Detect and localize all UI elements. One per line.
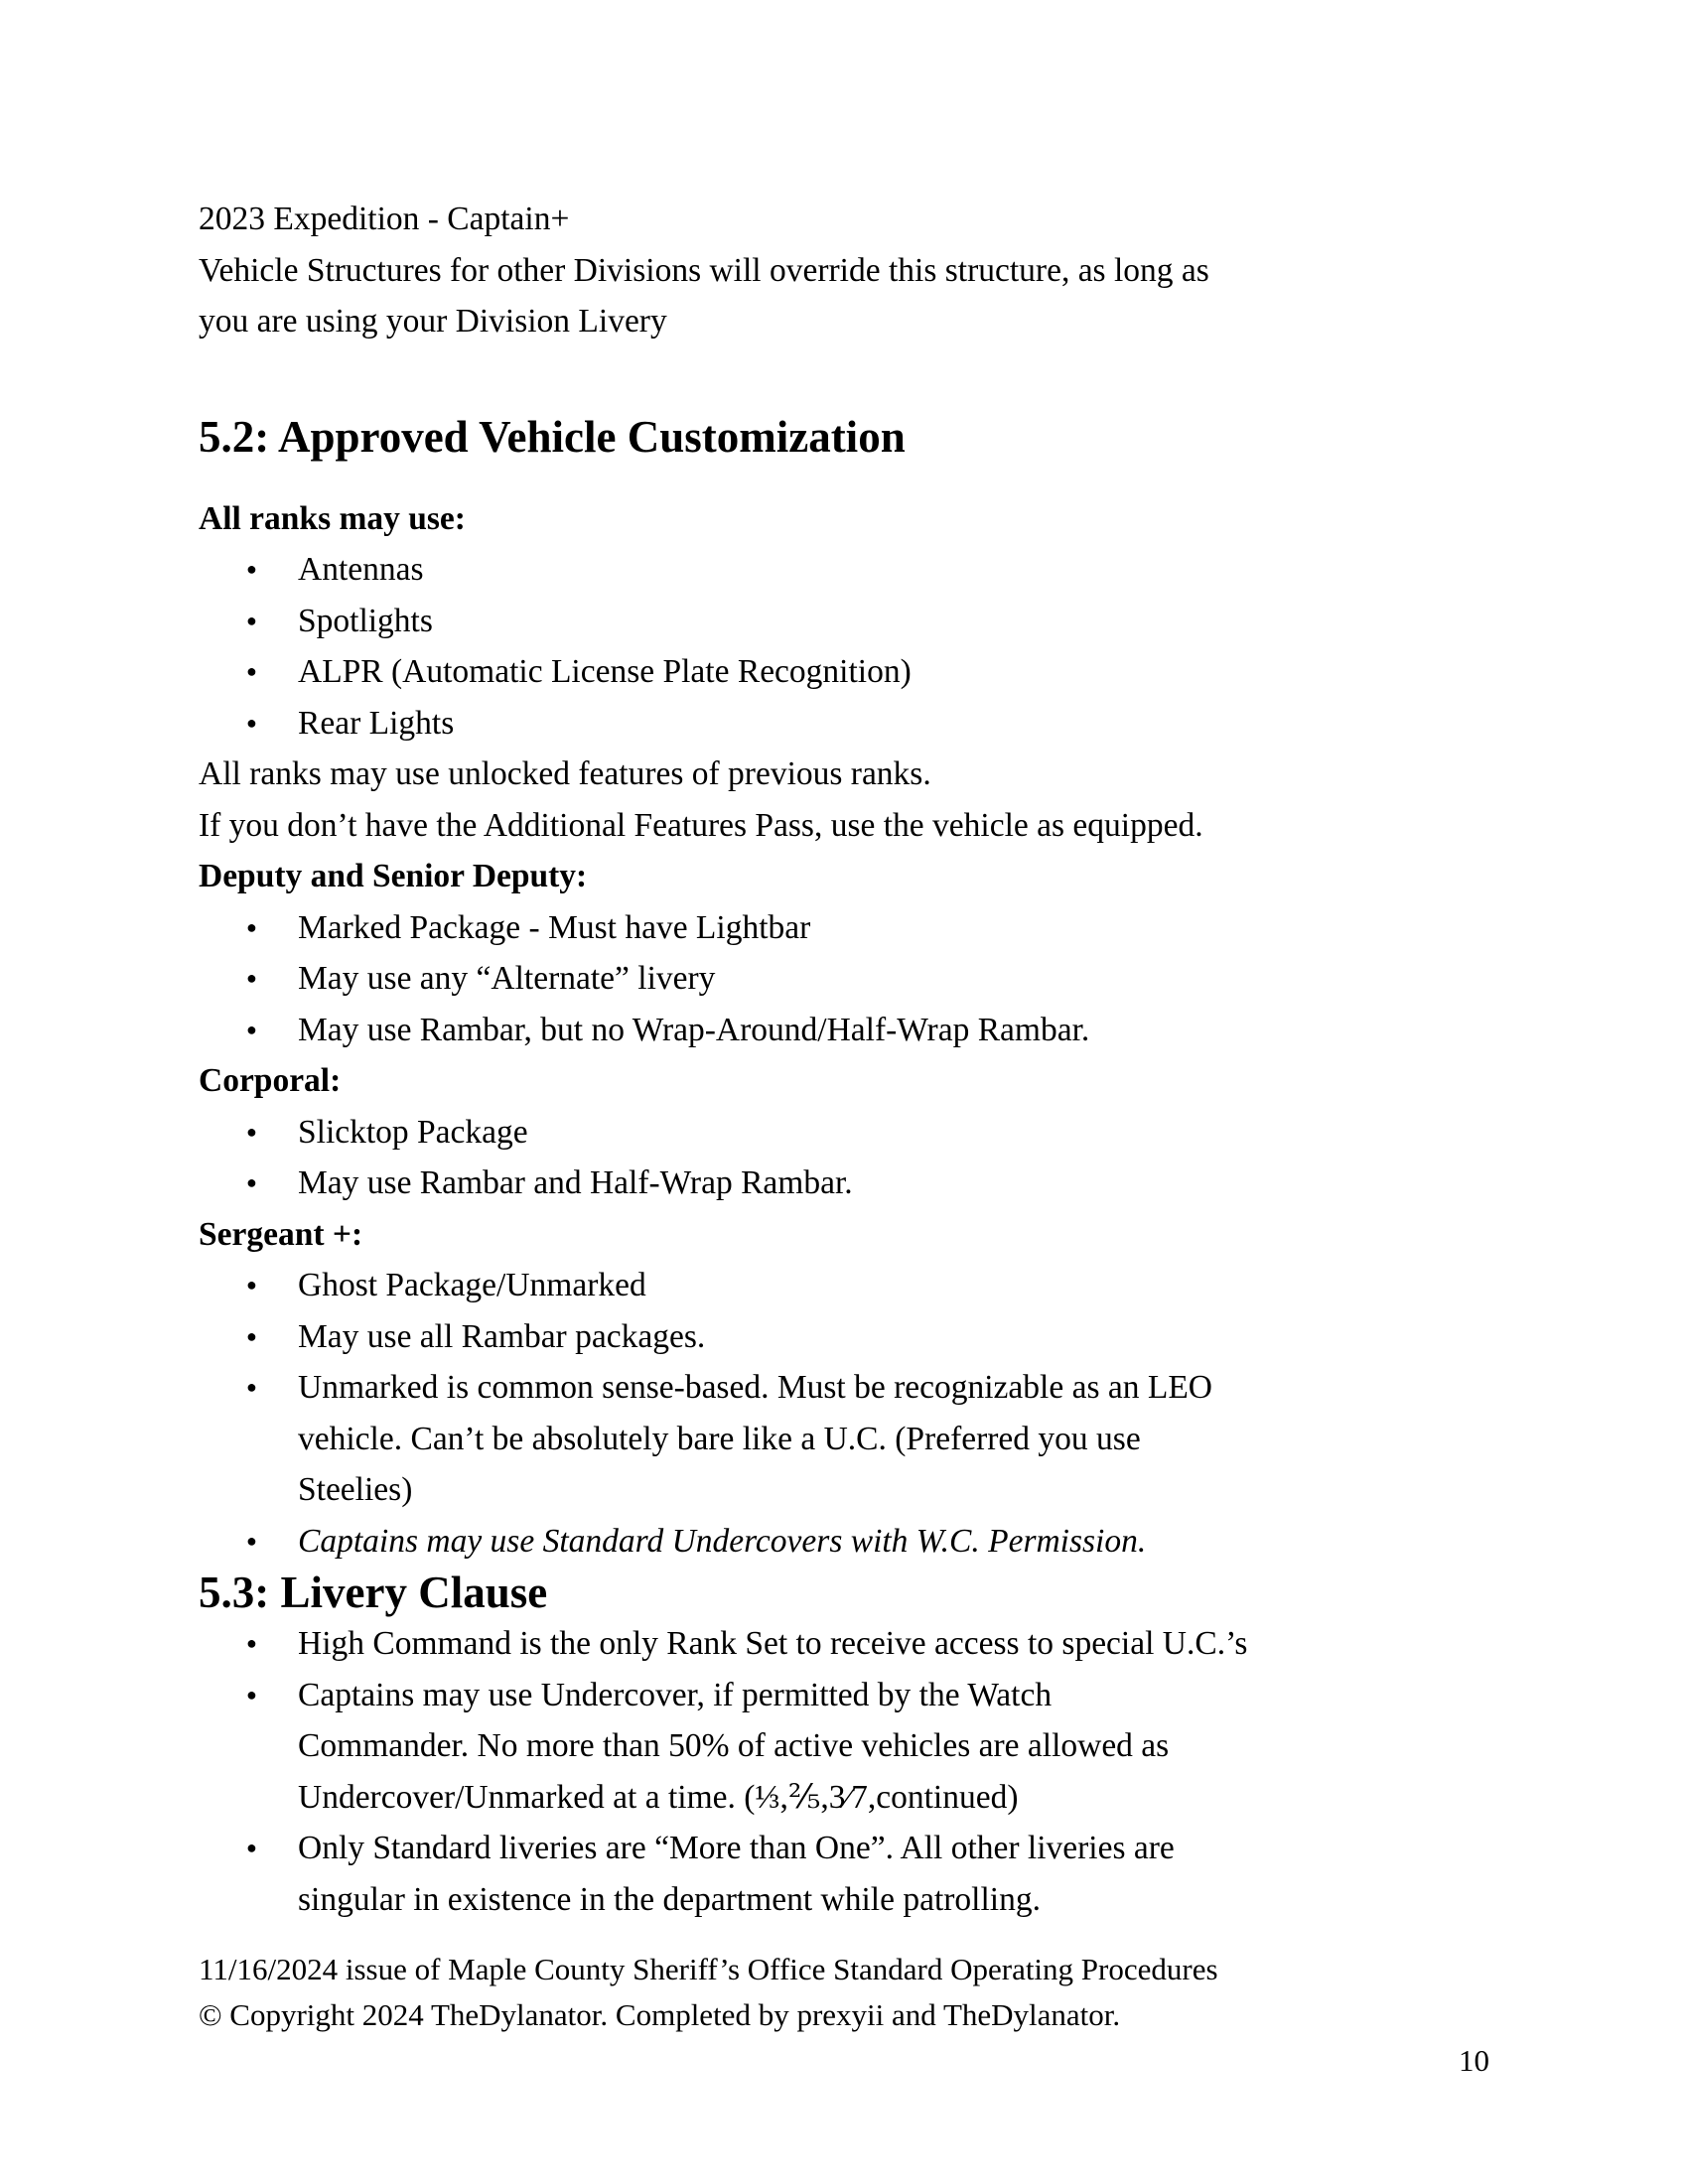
footer-line-copyright: © Copyright 2024 TheDylanator. Completed by prexyii and TheDylanator.	[199, 1997, 1121, 2032]
list-item	[246, 1618, 1489, 1670]
page-number: 10	[1459, 2043, 1489, 2078]
list-item	[246, 1005, 1489, 1056]
all-ranks-list	[199, 544, 1489, 749]
deputy-label: Deputy and Senior Deputy:	[199, 858, 588, 894]
list-item	[246, 953, 1489, 1005]
footer-line-issue: 11/16/2024 issue of Maple County Sheriff’s Office Standard Operating Procedures	[199, 1952, 1218, 1986]
corporal-label: Corporal:	[199, 1062, 342, 1099]
bullet-icon: ●	[246, 1838, 257, 1857]
list-item-text: Ghost Package/Unmarked	[298, 1267, 646, 1303]
list-item-text: May use any “Alternate” livery	[298, 960, 716, 997]
sergeant-label: Sergeant +:	[199, 1215, 363, 1253]
all-ranks-label: All ranks may use:	[199, 499, 466, 537]
bullet-icon: ●	[246, 1684, 257, 1705]
list-item-text: May use all Rambar packages.	[298, 1317, 706, 1355]
list-item	[246, 1670, 1489, 1824]
bullet-icon: ●	[246, 712, 257, 733]
intro-paragraph	[199, 194, 1489, 347]
bullet-icon: ●	[246, 1377, 257, 1397]
bullet-icon: ●	[246, 1325, 257, 1346]
list-item-text: May use Rambar and Half-Wrap Rambar.	[298, 1164, 853, 1201]
list-item	[246, 698, 1489, 750]
list-item	[246, 596, 1489, 647]
text-line: 2023 Expedition - Captain+	[199, 201, 570, 237]
list-item	[246, 544, 1489, 596]
list-item-text: Marked Package - Must have Lightbar	[298, 908, 811, 946]
bullet-icon: ●	[246, 1530, 257, 1551]
list-item	[246, 646, 1489, 698]
bullet-icon: ●	[246, 661, 257, 681]
sergeant-list	[199, 1260, 1489, 1567]
list-item	[246, 902, 1489, 954]
list-item	[246, 1362, 1489, 1516]
list-item-text: May use Rambar, but no Wrap-Around/Half-Wrap Rambar.	[298, 1011, 1090, 1048]
list-item	[246, 1158, 1489, 1209]
list-item-text: Rear Lights	[298, 704, 455, 742]
list-item-text: High Command is the only Rank Set to receive access to special U.C.’s	[298, 1625, 1248, 1662]
list-item-text: Slicktop Package	[298, 1113, 528, 1151]
text-line: you are using your Division Livery	[199, 303, 667, 340]
list-item	[246, 1823, 1489, 1925]
list-item-text: Unmarked is common sense-based. Must be recognizable as an LEO vehicle. Can’t be absolutely bare like a U.C. (Preferred you use Steelies)	[298, 1369, 1212, 1508]
deputy-list	[199, 902, 1489, 1056]
bullet-icon: ●	[246, 559, 257, 579]
livery-clause-list	[199, 1618, 1489, 1925]
bullet-icon: ●	[246, 1275, 257, 1295]
bullet-icon: ●	[246, 1172, 257, 1192]
list-item-text: Only Standard liveries are “More than One”. All other liveries are singular in existence in the department while patrolling.	[298, 1830, 1175, 1918]
list-item-text: Spotlights	[298, 602, 433, 639]
list-item-text: ALPR (Automatic License Plate Recognition)	[298, 653, 912, 690]
corporal-list	[199, 1107, 1489, 1209]
bullet-icon: ●	[246, 610, 257, 630]
list-item	[246, 1107, 1489, 1159]
page-footer	[199, 1947, 1489, 2084]
list-item-text: Antennas	[298, 551, 424, 588]
note-line: If you don’t have the Additional Features Pass, use the vehicle as equipped.	[199, 806, 1203, 844]
list-item-italic	[246, 1516, 1489, 1568]
list-item-text: Captains may use Undercover, if permitted by the Watch Commander. No more than 50% of active vehicles are allowed as Undercover/Unmarked at a time. (⅓,⅖,3⁄7,continued)	[298, 1676, 1170, 1816]
list-item	[246, 1311, 1489, 1363]
list-item	[246, 1260, 1489, 1311]
bullet-icon: ●	[246, 1121, 257, 1142]
list-item-text: Captains may use Standard Undercovers with W.C. Permission.	[298, 1522, 1147, 1560]
bullet-icon: ●	[246, 916, 257, 937]
bullet-icon: ●	[246, 1633, 257, 1653]
bullet-icon: ●	[246, 968, 257, 988]
section-heading-5-2: 5.2: Approved Vehicle Customization	[199, 411, 906, 462]
bullet-icon: ●	[246, 1019, 257, 1039]
text-line: Vehicle Structures for other Divisions will override this structure, as long as	[199, 251, 1209, 289]
section-heading-5-3: 5.3: Livery Clause	[199, 1568, 548, 1617]
note-line: All ranks may use unlocked features of previous ranks.	[199, 755, 931, 792]
